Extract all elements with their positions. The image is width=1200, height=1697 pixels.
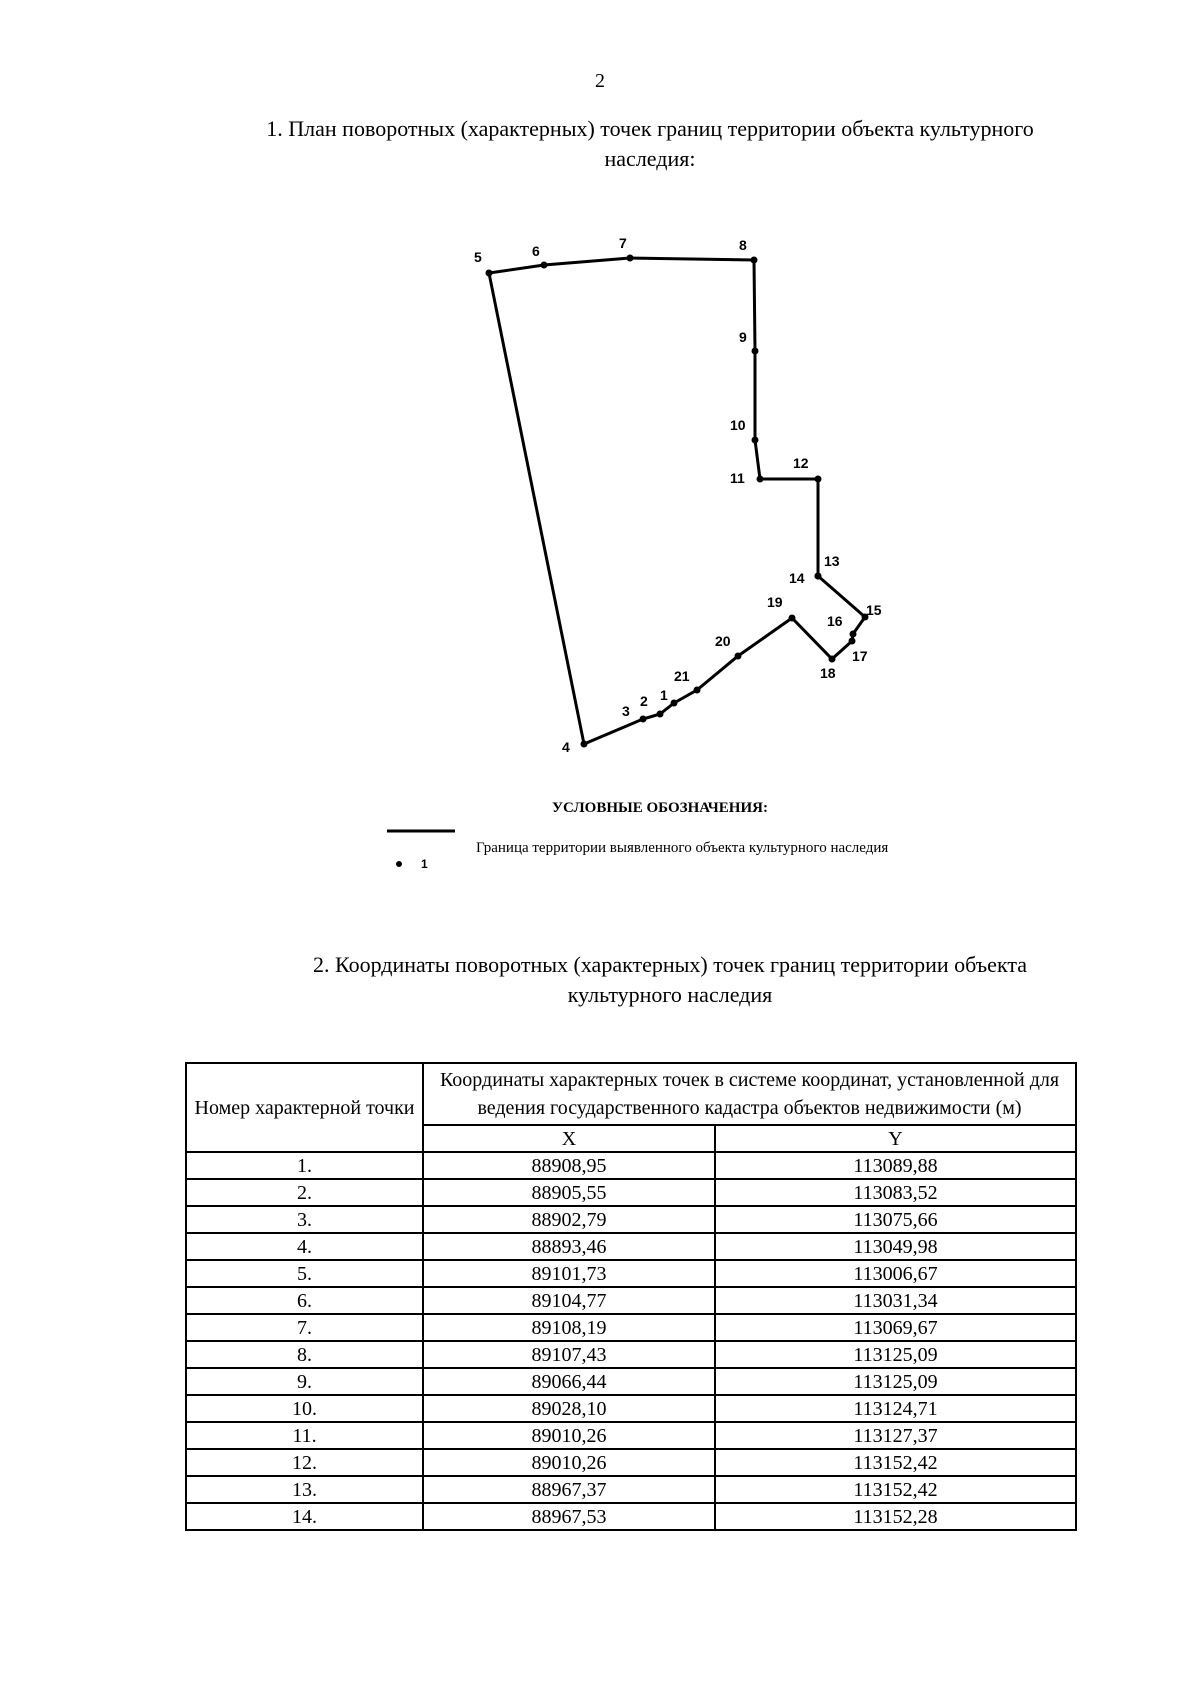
cell-y: 113049,98: [715, 1233, 1076, 1260]
cell-x: 89066,44: [423, 1368, 715, 1395]
point-label: 6: [532, 243, 540, 259]
point-label: 5: [474, 249, 482, 265]
legend-point-label: 1: [421, 857, 428, 870]
cell-x: 89101,73: [423, 1260, 715, 1287]
point-label: 3: [622, 703, 630, 719]
boundary-point-dot: [486, 270, 493, 277]
cell-y: 113069,67: [715, 1314, 1076, 1341]
cell-point-number: 12.: [186, 1449, 423, 1476]
cell-y: 113006,67: [715, 1260, 1076, 1287]
cell-x: 89107,43: [423, 1341, 715, 1368]
page-number: 2: [595, 70, 605, 92]
cell-y: 113152,42: [715, 1476, 1076, 1503]
header-point-number: Номер характерной точки: [186, 1063, 423, 1152]
boundary-point-dot: [815, 476, 822, 483]
cell-x: 89028,10: [423, 1395, 715, 1422]
table-row: [186, 1206, 1076, 1233]
cell-point-number: 9.: [186, 1368, 423, 1395]
cell-point-number: 13.: [186, 1476, 423, 1503]
point-label: 4: [562, 739, 570, 755]
boundary-point-dot: [789, 615, 796, 622]
cell-y: 113089,88: [715, 1152, 1076, 1179]
cell-x: 88893,46: [423, 1233, 715, 1260]
header-coordinate-system: Координаты характерных точек в системе координат, установленной для ведения государственного кадастра объектов недвижимости (м): [423, 1063, 1076, 1125]
point-label: 20: [715, 633, 731, 649]
point-label: 14: [789, 570, 805, 586]
boundary-point-dot: [751, 257, 758, 264]
table-row: [186, 1449, 1076, 1476]
cell-y: 113127,37: [715, 1422, 1076, 1449]
table-row: [186, 1179, 1076, 1206]
coordinates-table: [185, 1062, 1077, 1531]
cell-y: 113031,34: [715, 1287, 1076, 1314]
cell-x: 88905,55: [423, 1179, 715, 1206]
legend-boundary-text: Граница территории выявленного объекта культурного наследия: [476, 840, 889, 856]
point-label: 2: [640, 693, 648, 709]
cell-y: 113124,71: [715, 1395, 1076, 1422]
cell-x: 88902,79: [423, 1206, 715, 1233]
boundary-point-dot: [694, 687, 701, 694]
point-label: 17: [852, 648, 868, 664]
cell-point-number: 7.: [186, 1314, 423, 1341]
cell-y: 113083,52: [715, 1179, 1076, 1206]
plan-heading-line1: 1. План поворотных (характерных) точек границ территории объекта культурного: [266, 116, 1034, 141]
point-label: 15: [866, 602, 882, 618]
boundary-point-dot: [850, 631, 857, 638]
point-label: 7: [619, 235, 627, 251]
cell-x: 89010,26: [423, 1422, 715, 1449]
coords-heading-line2: культурного наследия: [567, 982, 773, 1007]
point-label: 11: [730, 470, 745, 486]
cell-y: 113125,09: [715, 1368, 1076, 1395]
legend-title: УСЛОВНЫЕ ОБОЗНАЧЕНИЯ:: [552, 800, 768, 816]
cell-point-number: 2.: [186, 1179, 423, 1206]
table-row: [186, 1422, 1076, 1449]
legend-point-dot: [396, 861, 402, 867]
cell-point-number: 4.: [186, 1233, 423, 1260]
cell-x: 89104,77: [423, 1287, 715, 1314]
point-label: 8: [739, 237, 747, 253]
table-row: [186, 1503, 1076, 1530]
boundary-point-dot: [541, 262, 548, 269]
cell-x: 89010,26: [423, 1449, 715, 1476]
boundary-plan: [0, 0, 1200, 800]
cell-x: 88967,53: [423, 1503, 715, 1530]
table-row: [186, 1368, 1076, 1395]
header-y: Y: [715, 1125, 1076, 1152]
cell-y: 113125,09: [715, 1341, 1076, 1368]
boundary-point-dot: [829, 656, 836, 663]
table-row: [186, 1476, 1076, 1503]
point-label: 10: [730, 417, 746, 433]
boundary-point-dot: [752, 437, 759, 444]
point-label: 18: [820, 665, 836, 681]
table-row: [186, 1233, 1076, 1260]
cell-point-number: 11.: [186, 1422, 423, 1449]
cell-x: 88908,95: [423, 1152, 715, 1179]
cell-point-number: 6.: [186, 1287, 423, 1314]
table-row: [186, 1314, 1076, 1341]
boundary-point-dot: [581, 741, 588, 748]
cell-point-number: 14.: [186, 1503, 423, 1530]
point-label: 21: [674, 668, 690, 684]
cell-point-number: 5.: [186, 1260, 423, 1287]
table-row: [186, 1260, 1076, 1287]
boundary-point-dot: [671, 700, 678, 707]
point-label: 13: [824, 553, 840, 569]
boundary-point-dot: [752, 348, 759, 355]
point-label: 12: [793, 455, 809, 471]
table-row: [186, 1152, 1076, 1179]
table-row: [186, 1287, 1076, 1314]
coords-heading: [240, 950, 1100, 1010]
boundary-point-dot: [627, 255, 634, 262]
boundary-point-dot: [849, 638, 856, 645]
cell-y: 113075,66: [715, 1206, 1076, 1233]
legend-symbols: [385, 820, 475, 870]
cell-point-number: 3.: [186, 1206, 423, 1233]
point-label: 1: [660, 687, 668, 703]
table-row: [186, 1395, 1076, 1422]
cell-y: 113152,28: [715, 1503, 1076, 1530]
header-x: X: [423, 1125, 715, 1152]
cell-y: 113152,42: [715, 1449, 1076, 1476]
cell-point-number: 1.: [186, 1152, 423, 1179]
cell-point-number: 10.: [186, 1395, 423, 1422]
boundary-point-dot: [757, 476, 764, 483]
point-label: 16: [827, 613, 843, 629]
point-label: 19: [767, 594, 783, 610]
boundary-point-dot: [657, 711, 664, 718]
point-label: 9: [739, 329, 747, 345]
coords-heading-line1: 2. Координаты поворотных (характерных) точек границ территории объекта: [313, 952, 1027, 977]
table-header-row: [186, 1063, 1076, 1125]
cell-x: 88967,37: [423, 1476, 715, 1503]
plan-heading-line2: наследия:: [604, 146, 696, 171]
boundary-point-dot: [815, 573, 822, 580]
cell-point-number: 8.: [186, 1341, 423, 1368]
boundary-point-dot: [640, 716, 647, 723]
boundary-point-dot: [735, 653, 742, 660]
cell-x: 89108,19: [423, 1314, 715, 1341]
table-row: [186, 1341, 1076, 1368]
